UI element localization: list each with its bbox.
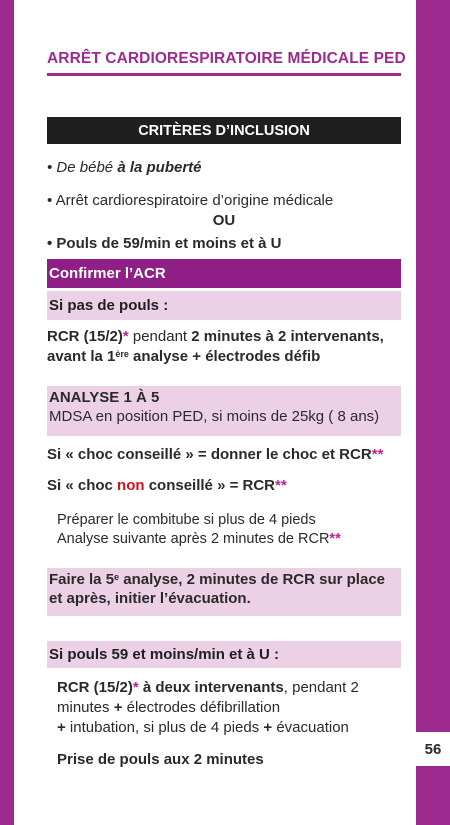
confirm-acr-bar: Confirmer l’ACR [47,259,401,288]
no-pulse-rcr-line1 [47,327,401,346]
left-margin-bar [0,0,14,825]
next-analysis-line [47,530,401,549]
inclusion-criteria-header: CRITÈRES D’INCLUSION [47,117,401,144]
before-analysis-text: avant la 1 [47,348,116,365]
page-number: 56 [416,732,450,766]
criteria-or: OU [212,212,236,229]
criteria-pulse-line [47,234,401,253]
pulse-rcr-line1 [47,678,401,697]
fifth-text-a: Faire la 5 [49,571,115,588]
electrodes-defib-text: électrodes défibrillation [122,699,281,716]
fifth-evacuation-text: et après, initier l’évacuation. [49,590,251,607]
next-analysis-asterisks: ** [329,531,341,547]
plus-sign: + [57,719,66,736]
superscript-ere: ère [115,349,129,359]
rcr-text: pendant [128,328,192,345]
criteria-age-text: • De bébé [47,159,118,176]
shock-advised-line [47,445,401,464]
page-title: ARRÊT CARDIORESPIRATOIRE MÉDICALE PED [47,50,406,67]
pulse-rcr-line2 [47,698,401,717]
rcr-asterisk: * [122,328,129,345]
prep-combitube-line: Préparer le combitube si plus de 4 pieds [57,512,316,528]
electrodes-text: + électrodes défib [188,348,321,365]
pulse-check-line: Prise de pouls aux 2 minutes [57,751,264,768]
rcr-duration: 2 minutes à 2 intervenants, [191,328,384,345]
criteria-age-emphasis: à la puberté [117,159,202,176]
analysis-detail: MDSA en position PED, si moins de 25kg ( 8 ans) [49,408,380,425]
pulse-present-bar: Si pouls 59 et moins/min et à U : [47,641,401,668]
criteria-age-line [47,158,401,177]
no-shock-text-b: conseillé » = RCR [144,477,275,494]
plus-sign: + [113,699,123,716]
pulse-rcr-line3 [47,718,401,737]
shock-advised-asterisks: ** [371,446,384,463]
shock-advised-text: Si « choc conseillé » = donner le choc et RCR [47,446,372,463]
pulse-rcr-label: RCR (15/2) [57,679,133,696]
analysis-word: analyse [128,348,189,365]
criteria-arrest-line: • Arrêt cardiorespiratoire d’origine médicale [47,192,334,209]
no-shock-text-a: Si « choc [47,477,118,494]
pulse-rcr-duration: , pendant 2 [283,679,359,696]
fifth-superscript: e [114,572,120,582]
analysis-title: ANALYSE 1 À 5 [49,389,160,406]
title-divider [47,73,401,76]
no-shock-non: non [117,477,145,494]
minutes-text: minutes [57,699,114,716]
evacuation-text: évacuation [272,719,349,736]
intubation-text: intubation, si plus de 4 pieds [65,719,264,736]
next-analysis-text: Analyse suivante après 2 minutes de RCR [57,531,330,547]
no-pulse-bar: Si pas de pouls : [47,291,401,320]
pulse-rcr-asterisk: * [132,679,139,696]
no-shock-asterisks: ** [275,477,287,494]
criteria-pulse-text: • Pouls de 59/min et moins [47,235,241,252]
plus-sign: + [263,719,273,736]
rcr-label: RCR (15/2) [47,328,123,345]
analysis-block [47,386,401,436]
right-margin-bar [416,0,450,825]
criteria-pulse-emphasis: et à U [240,235,282,252]
pulse-rcr-rescuers: à deux intervenants [138,679,284,696]
no-shock-line [47,476,401,495]
fifth-text-b: analyse, 2 minutes de RCR sur place [119,571,385,588]
fifth-analysis-block [47,568,401,616]
no-pulse-rcr-line2 [47,347,401,366]
